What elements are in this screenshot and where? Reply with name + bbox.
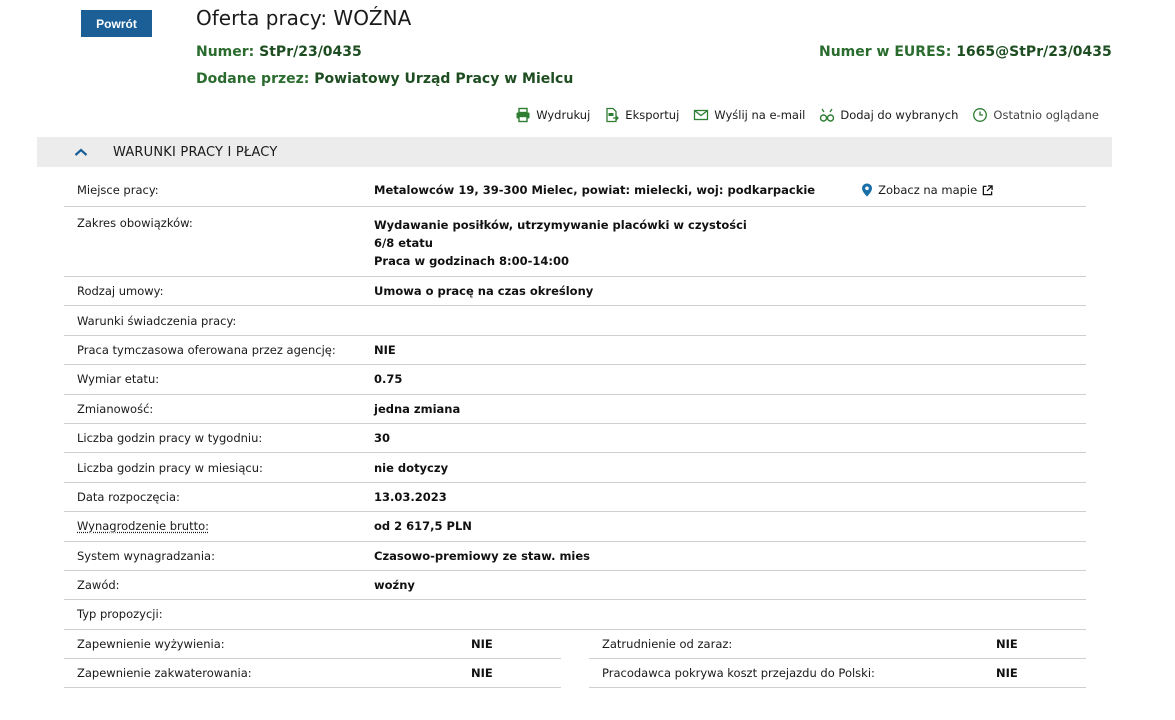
- action-toolbar: [515, 107, 1099, 123]
- row-value: NIE: [471, 636, 493, 651]
- map-pin-icon: [861, 183, 873, 197]
- row-value: 13.03.2023: [374, 489, 447, 504]
- export-label: Eksportuj: [625, 108, 680, 122]
- row-label: Pracodawca pokrywa koszt przejazdu do Polski:: [602, 666, 875, 681]
- row-label: Typ propozycji:: [77, 607, 163, 622]
- duty-line: 6/8 etatu: [374, 236, 433, 250]
- email-button[interactable]: [693, 107, 805, 123]
- row-label: Miejsce pracy:: [77, 183, 159, 197]
- row-label: Zakres obowiązków:: [77, 216, 193, 230]
- details-table: [64, 174, 1086, 688]
- row-value: 0.75: [374, 372, 403, 387]
- section-header[interactable]: [37, 137, 1112, 167]
- row-label: Liczba godzin pracy w miesiącu:: [77, 460, 263, 475]
- work-address: Metalowców 19, 39-300 Mielec, powiat: mielecki, woj: podkarpackie: [374, 183, 816, 197]
- recently-viewed-button[interactable]: [972, 107, 1099, 123]
- row-value: NIE: [996, 666, 1018, 681]
- row-label: Zatrudnienie od zaraz:: [602, 636, 733, 651]
- offer-type-left: [64, 630, 561, 689]
- row-value: nie dotyczy: [374, 460, 449, 475]
- row-label: Liczba godzin pracy w tygodniu:: [77, 431, 263, 446]
- row-label: Rodzaj umowy:: [77, 284, 164, 299]
- row-label: Data rozpoczęcia:: [77, 489, 180, 504]
- row-label: Zawód:: [77, 578, 120, 593]
- map-link[interactable]: [861, 183, 993, 197]
- row-label: Zmianowość:: [77, 401, 154, 416]
- table-row: [64, 207, 1086, 277]
- table-row: [64, 512, 1086, 541]
- row-value: NIE: [471, 666, 493, 681]
- table-row: [589, 630, 1086, 659]
- table-row: [64, 424, 1086, 453]
- map-link-label: Zobacz na mapie: [878, 183, 978, 197]
- offer-number: [196, 44, 362, 60]
- salary-label: [64, 519, 374, 533]
- offer-number-value: StPr/23/0435: [259, 44, 362, 60]
- table-row: [64, 174, 1086, 207]
- recently-viewed-label: Ostatnio oglądane: [993, 108, 1099, 122]
- offer-number-label: Numer:: [196, 44, 255, 60]
- table-row: [64, 395, 1086, 424]
- offer-type-right: [589, 630, 1086, 689]
- row-value: NIE: [996, 636, 1018, 651]
- eures-number-label: Numer w EURES:: [819, 44, 952, 60]
- added-by-label: Dodane przez:: [196, 71, 310, 87]
- add-to-favorites-button[interactable]: [819, 107, 958, 123]
- row-label: Warunki świadczenia pracy:: [77, 313, 237, 328]
- row-value: woźny: [374, 578, 415, 593]
- added-by-value: Powiatowy Urząd Pracy w Mielcu: [314, 71, 574, 87]
- export-icon: [604, 107, 620, 123]
- duty-line: Wydawanie posiłków, utrzymywanie placówki w czystości: [374, 218, 747, 232]
- back-button[interactable]: Powrót: [81, 10, 152, 37]
- duty-line: Praca w godzinach 8:00-14:00: [374, 254, 570, 268]
- row-value: [374, 216, 1086, 270]
- offer-type-details: [64, 630, 1086, 689]
- table-row: [64, 483, 1086, 512]
- clock-icon: [972, 107, 988, 123]
- page-title: Oferta pracy: WOŹNA: [196, 6, 412, 30]
- eures-number: [819, 44, 1112, 60]
- favorites-label: Dodaj do wybranych: [840, 108, 959, 122]
- row-label: System wynagradzania:: [77, 548, 215, 563]
- row-value: [374, 183, 1086, 197]
- row-value: Czasowo-premiowy ze staw. mies: [374, 548, 591, 563]
- row-value: jedna zmiana: [374, 401, 461, 416]
- row-label: Wymiar etatu:: [77, 372, 160, 387]
- export-button[interactable]: [604, 107, 679, 123]
- printer-icon: [515, 107, 531, 123]
- eures-number-value: 1665@StPr/23/0435: [956, 44, 1112, 60]
- added-by: [196, 71, 573, 87]
- table-row: [64, 453, 1086, 482]
- row-value: NIE: [374, 342, 396, 357]
- table-row: [589, 659, 1086, 688]
- row-label: Zapewnienie zakwaterowania:: [77, 666, 252, 681]
- table-row: [64, 630, 561, 659]
- table-row: [64, 659, 561, 688]
- row-value: 30: [374, 431, 391, 446]
- table-row: [64, 600, 1086, 629]
- table-row: [64, 571, 1086, 600]
- table-row: [64, 542, 1086, 571]
- salary-label-text[interactable]: Wynagrodzenie brutto:: [77, 519, 209, 534]
- table-row: [64, 277, 1086, 306]
- print-label: Wydrukuj: [536, 108, 591, 122]
- table-row: [64, 365, 1086, 394]
- favorites-icon: [819, 107, 835, 123]
- external-link-icon: [982, 185, 993, 196]
- email-label: Wyślij na e-mail: [714, 108, 806, 122]
- envelope-icon: [693, 107, 709, 123]
- chevron-up-icon[interactable]: [73, 144, 89, 160]
- table-row: [64, 306, 1086, 335]
- row-value: Umowa o pracę na czas określony: [374, 284, 594, 299]
- row-label: Praca tymczasowa oferowana przez agencję:: [77, 342, 336, 357]
- print-button[interactable]: [515, 107, 590, 123]
- table-row: [64, 336, 1086, 365]
- row-value: od 2 617,5 PLN: [374, 519, 472, 534]
- section-title: WARUNKI PRACY I PŁACY: [113, 144, 278, 160]
- row-label: Zapewnienie wyżywienia:: [77, 636, 225, 651]
